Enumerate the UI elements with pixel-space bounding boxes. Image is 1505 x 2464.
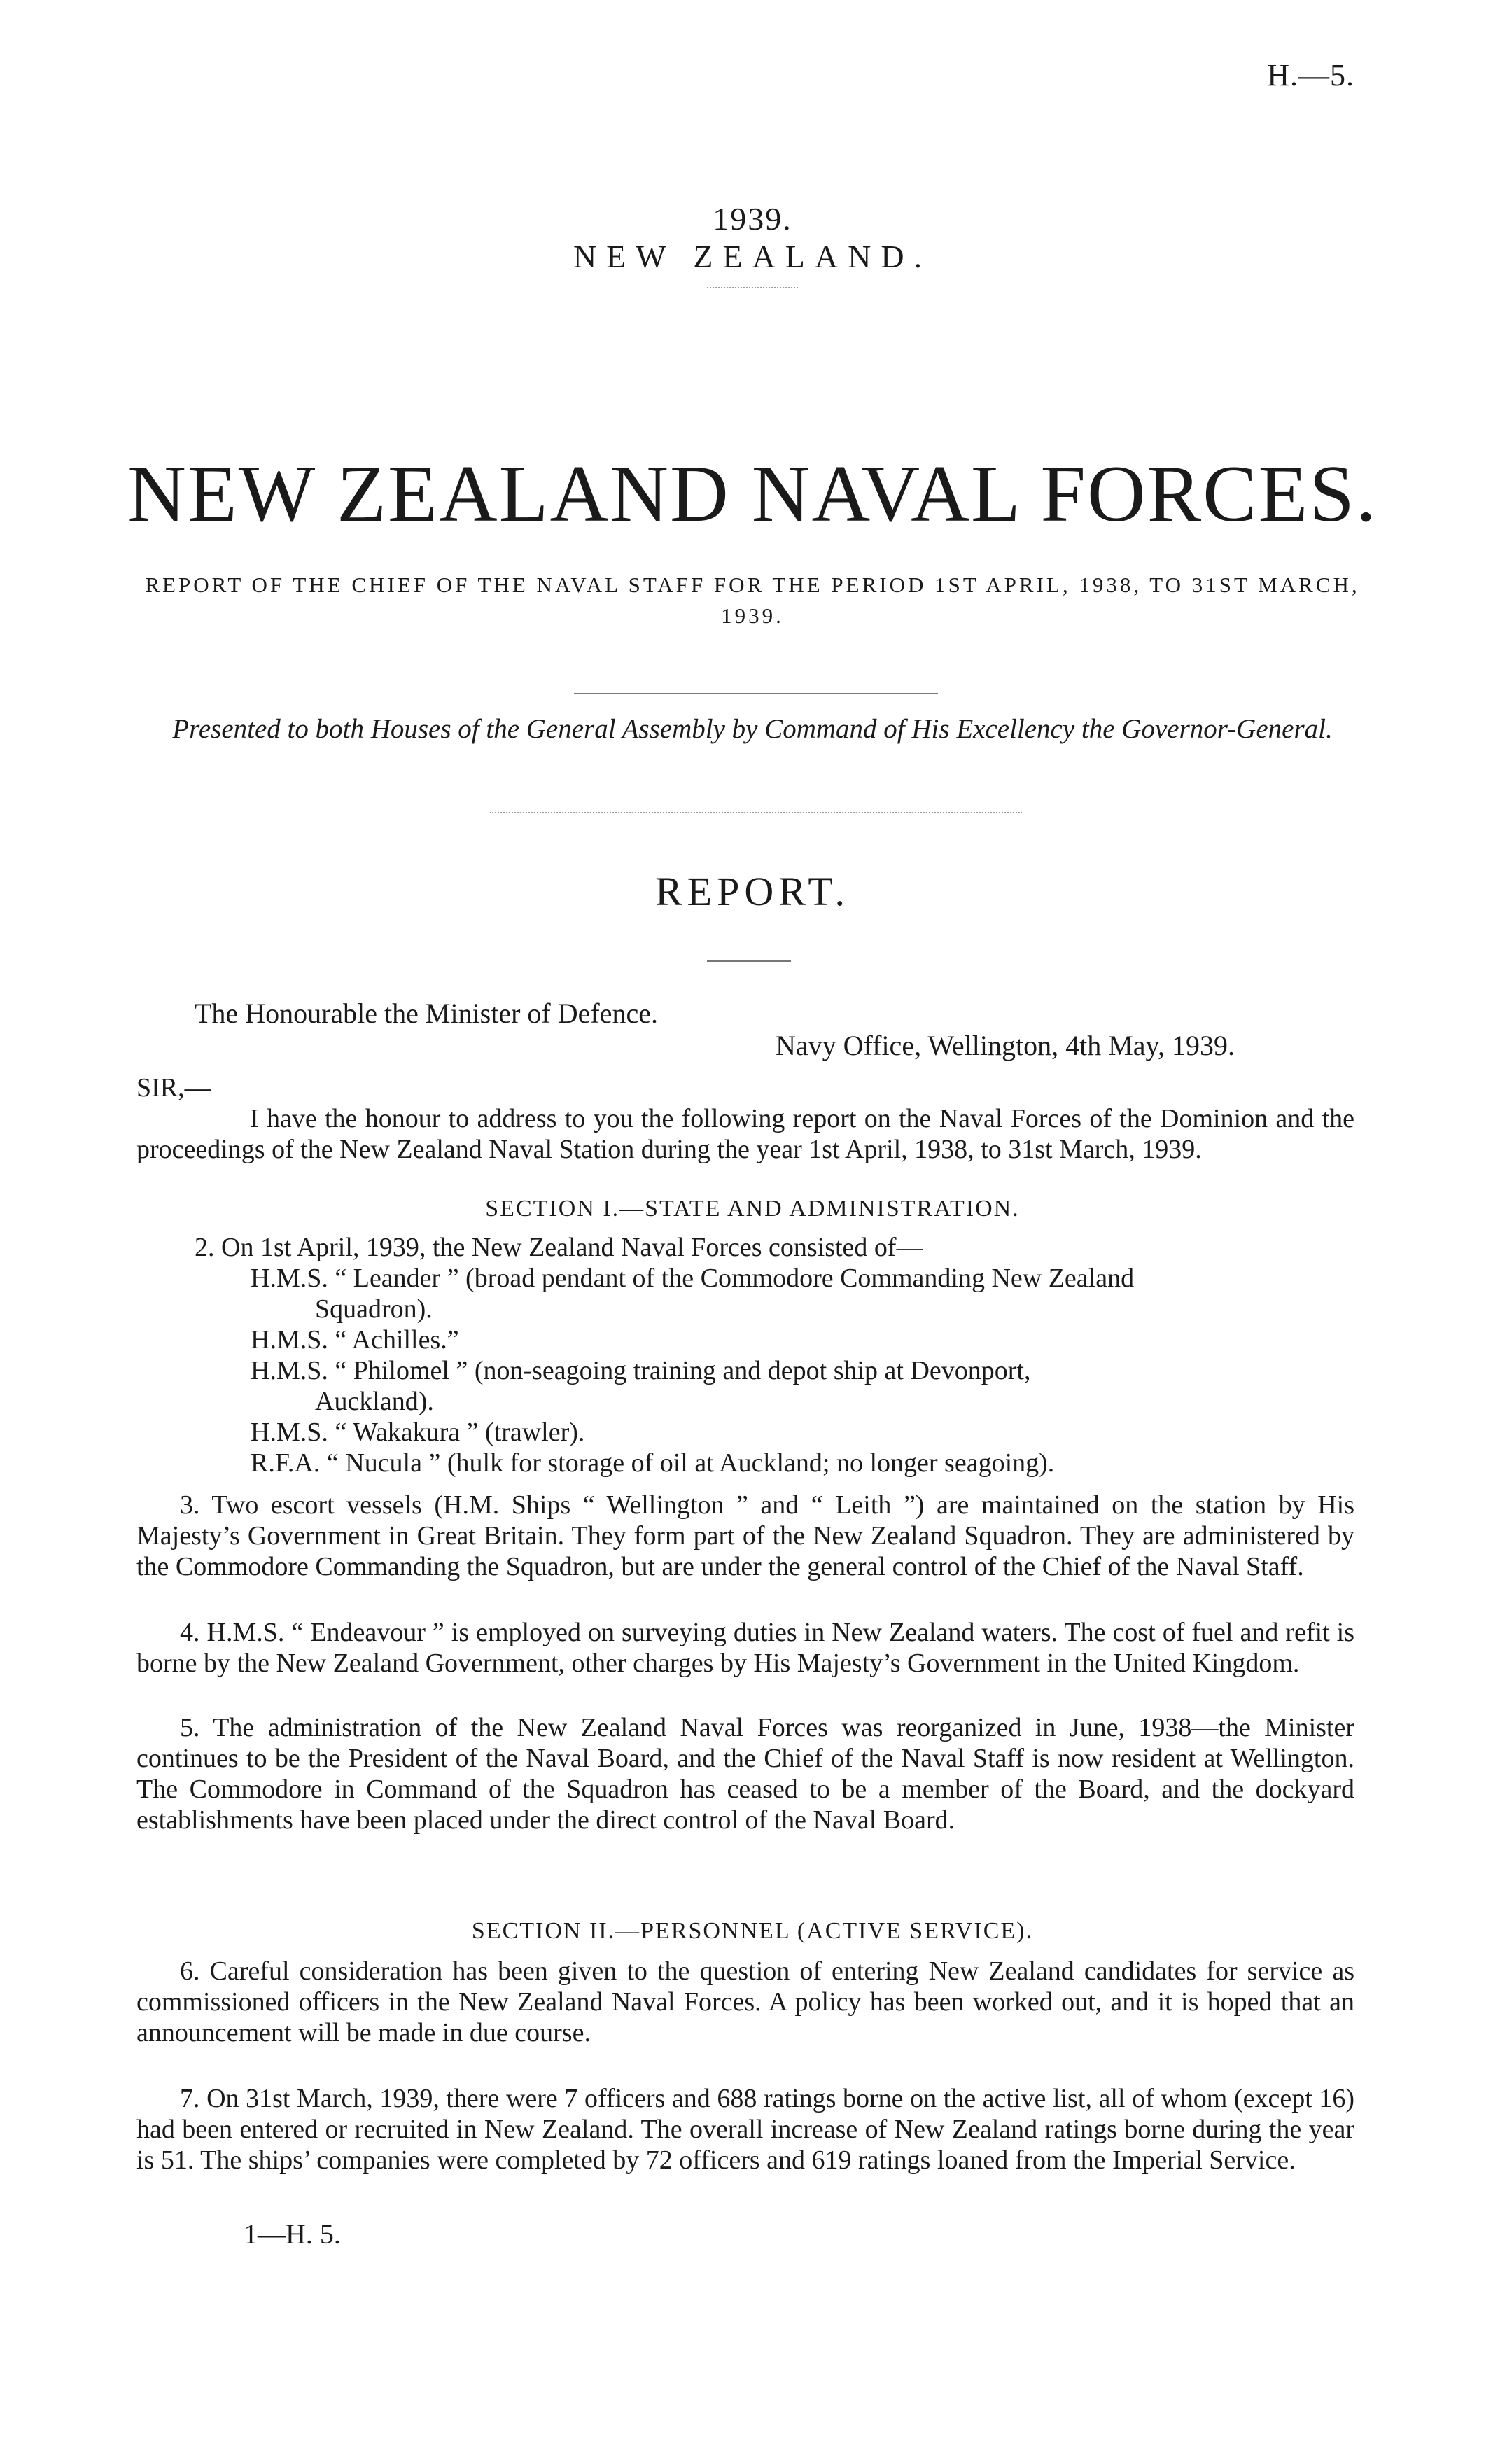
ship-line: H.M.S. “ Wakakura ” (trawler).	[251, 1418, 585, 1447]
paragraph-5: 5. The administration of the New Zealand Naval Forces was reorganized in June, 1938—the Minister continues to be the President of the Naval Board, and the Chief of the Naval Staff is now resident at Wellington. The Commodore in Command of the Squadron has ceased to be a member of the Board, and the dockyard establishments have been placed under the direct control of the Naval Board.	[136, 1713, 1354, 1835]
dateline: Navy Office, Wellington, 4th May, 1939.	[776, 1030, 1235, 1061]
paragraph-4: 4. H.M.S. “ Endeavour ” is employed on surveying duties in New Zealand waters. The cost of fuel and refit is borne by the New Zealand Government, other charges by His Majesty’s Government in the United Kingdom.	[136, 1618, 1354, 1678]
divider	[707, 287, 798, 288]
main-title: NEW ZEALAND NAVAL FORCES.	[127, 449, 1378, 539]
intro-paragraph: I have the honour to address to you the following report on the Naval Forces of the Dominion and the proceedings of the New Zealand Naval Station during the year 1st April, 1938, to 31st March, 1939.	[136, 1104, 1354, 1164]
ship-entry	[251, 1263, 1357, 1324]
salutation: SIR,—	[136, 1073, 211, 1102]
ship-line-continued: Auckland).	[315, 1387, 434, 1416]
ship-line-continued: Squadron).	[315, 1294, 433, 1324]
page-code: H.—5.	[1267, 58, 1354, 92]
ship-entry	[251, 1448, 1357, 1478]
divider	[574, 693, 938, 694]
ship-entry	[251, 1324, 1357, 1355]
section-2-heading: SECTION II.—PERSONNEL (ACTIVE SERVICE).	[471, 1918, 1034, 1944]
ship-line: H.M.S. “ Philomel ” (non-seagoing training and depot ship at Devonport,	[251, 1356, 1031, 1385]
country-heading: NEW ZEALAND.	[573, 239, 932, 274]
paragraph-7: 7. On 31st March, 1939, there were 7 officers and 688 ratings borne on the active list, all of whom (except 16) had been entered or recruited in New Zealand. The overall increase of New Zealand ratings borne during the year is 51. The ships’ companies were completed by 72 officers and 619 ratings loaned from the Imperial Service.	[136, 2084, 1354, 2175]
footer-signature: 1—H. 5.	[244, 2218, 341, 2250]
ship-line: H.M.S. “ Leander ” (broad pendant of the Commodore Commanding New Zealand	[251, 1264, 1135, 1293]
divider	[707, 960, 791, 962]
paragraph-2: 2. On 1st April, 1939, the New Zealand Naval Forces consisted of—	[195, 1233, 923, 1262]
presented-note: Presented to both Houses of the General Assembly by Command of His Excellency the Governor-General.	[172, 714, 1333, 744]
paragraph-6: 6. Careful consideration has been given to the question of entering New Zealand candidates for service as commissioned officers in the New Zealand Naval Forces. A policy has been worked out, and it is hoped that an announcement will be made in due course.	[136, 1956, 1354, 2047]
ship-entry	[251, 1355, 1357, 1417]
ship-line: H.M.S. “ Achilles.”	[251, 1325, 459, 1354]
section-1-heading: SECTION I.—STATE AND ADMINISTRATION.	[485, 1196, 1020, 1222]
ship-entry	[251, 1417, 1357, 1448]
paragraph-3: 3. Two escort vessels (H.M. Ships “ Wellington ” and “ Leith ”) are maintained on the station by His Majesty’s Government in Great Britain. They form part of the New Zealand Squadron. They are administered by the Commodore Commanding the Squadron, but are under the general control of the Chief of the Naval Staff.	[136, 1490, 1354, 1581]
report-subtitle: REPORT OF THE CHIEF OF THE NAVAL STAFF FOR THE PERIOD 1ST APRIL, 1938, TO 31ST MARCH, 1939.	[145, 573, 1360, 628]
report-heading: REPORT.	[654, 869, 850, 914]
addressee: The Honourable the Minister of Defence.	[195, 997, 658, 1029]
divider	[490, 812, 1022, 813]
report-year: 1939.	[713, 201, 792, 237]
ship-line: R.F.A. “ Nucula ” (hulk for storage of oil at Auckland; no longer seagoing).	[251, 1448, 1055, 1478]
